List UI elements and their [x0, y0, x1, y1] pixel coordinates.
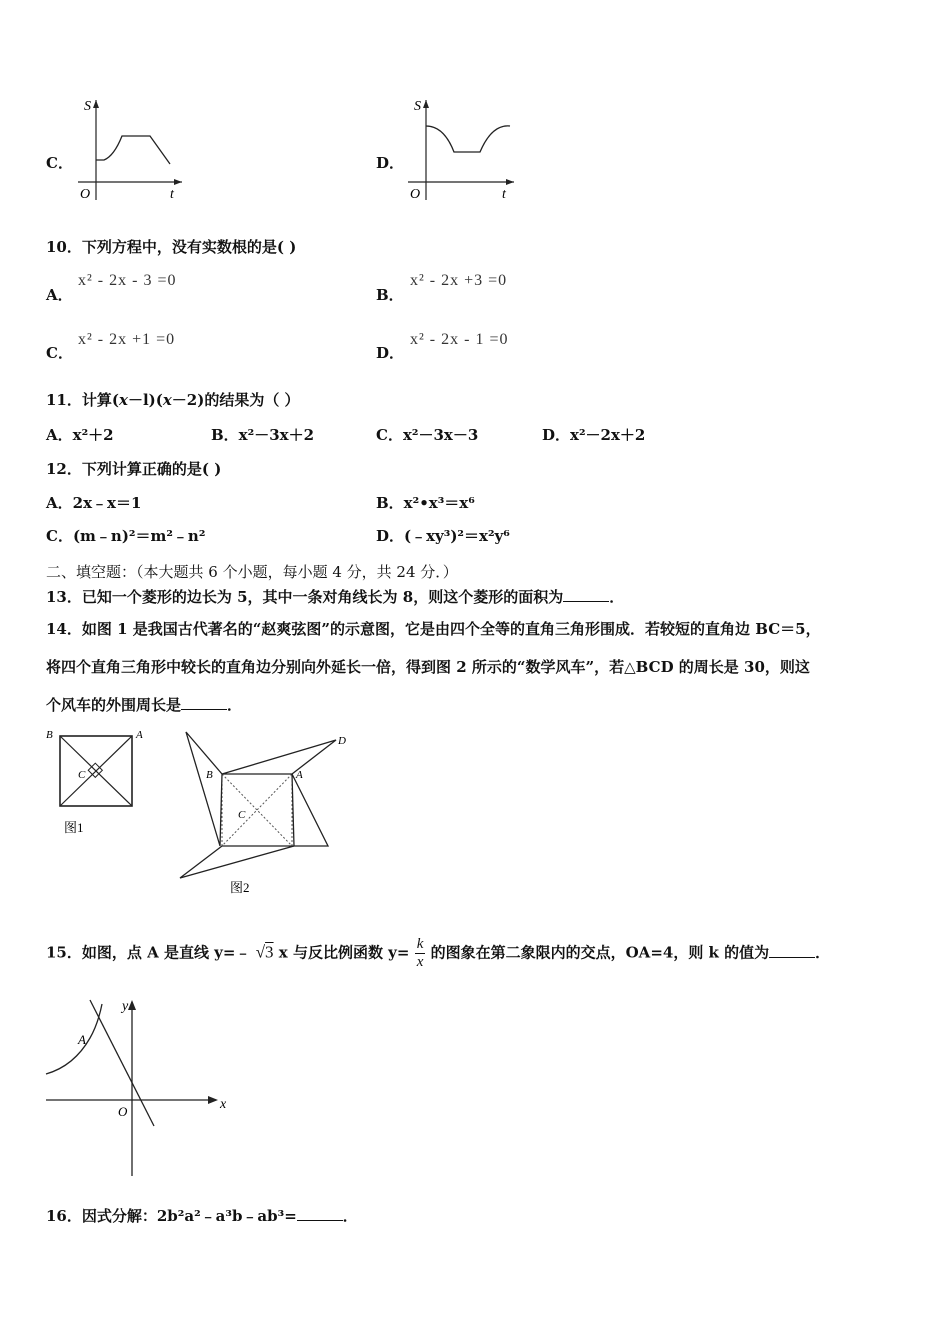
option-c-label[interactable]: C． — [46, 154, 73, 172]
q10-option-b[interactable]: x² - 2x +3 =0 — [410, 272, 508, 289]
answer-blank[interactable] — [181, 695, 227, 710]
svg-text:C: C — [238, 809, 246, 821]
q12-option-c[interactable]: C．(m﹣n)²＝m²﹣n² — [46, 527, 206, 545]
q10-option-c-label[interactable]: C． — [46, 344, 73, 362]
answer-blank[interactable] — [769, 943, 815, 958]
figure-1-zhao-shuang-diagram — [44, 726, 144, 838]
svg-text:A: A — [78, 1032, 86, 1047]
q11-option-c[interactable]: C．x²－3x－3 — [376, 426, 479, 444]
axis-s-label: S — [84, 99, 91, 114]
section-heading: 二、填空题：（本大题共 6 个小题，每小题 4 分，共 24 分．） — [46, 563, 458, 581]
graph-option-c — [70, 96, 188, 206]
q10-option-d[interactable]: x² - 2x - 1 =0 — [410, 331, 509, 348]
q16-text: 16．因式分解：2b²a²﹣a³b﹣ab³= ． — [46, 1207, 358, 1225]
q12-stem: 12．下列计算正确的是( ) — [46, 460, 222, 478]
svg-text:S: S — [414, 99, 421, 114]
q14-text: 14．如图 1 是我国古代著名的“赵爽弦图”的示意图，它是由四个全等的直角三角形围成．若较短的直角边 BC＝5， 将四个直角三角形中较长的直角边分别向外延长一倍，得到图 2 所示的“数学风车”，若△BCD 的周长是 30，则这 个风车的外围周长是 ． — [46, 620, 821, 714]
q11-option-b[interactable]: B．x²－3x＋2 — [211, 426, 315, 444]
graph-option-d — [400, 96, 520, 206]
q11-option-a[interactable]: A．x²＋2 — [46, 426, 114, 444]
figure-q15-coordinate-plane — [44, 996, 244, 1178]
svg-text:y: y — [122, 999, 129, 1014]
svg-text:D: D — [338, 735, 346, 747]
q12-option-a[interactable]: A．2x﹣x＝1 — [46, 494, 142, 512]
q10-option-a-label[interactable]: A． — [46, 286, 73, 304]
q13-text: 13．已知一个菱形的边长为 5，其中一条对角线长为 8，则这个菱形的面积为 ． — [46, 588, 625, 606]
figure-2-windmill — [172, 728, 352, 898]
svg-text:C: C — [78, 769, 86, 781]
figure-2-caption: 图2 — [230, 880, 250, 895]
q11-option-d[interactable]: D．x²－2x＋2 — [542, 426, 646, 444]
q12-option-d[interactable]: D．(﹣xy³)²＝x²y⁶ — [376, 527, 510, 545]
q11-stem: 11．计算(x－l)(x－2)的结果为（ ） — [46, 391, 300, 409]
q10-option-c[interactable]: x² - 2x +1 =0 — [78, 331, 176, 348]
svg-text:O: O — [410, 187, 421, 202]
q10-option-b-label[interactable]: B． — [376, 286, 404, 304]
q10-stem: 10．下列方程中，没有实数根的是( ) — [46, 238, 297, 256]
svg-text:O: O — [118, 1104, 128, 1119]
answer-blank[interactable] — [563, 587, 609, 602]
q15-text: 15．如图，点 A 是直线 y=﹣ √3 x 与反比例函数 y= $\frac{k}{x}$ 的图象在第二象限内的交点，OA=4，则 k 的值为 ． — [46, 936, 831, 970]
svg-text:A: A — [136, 729, 143, 741]
axis-t-label: t — [170, 187, 174, 202]
svg-text:t: t — [502, 187, 506, 202]
svg-text:B: B — [46, 729, 53, 741]
svg-text:x: x — [220, 1097, 227, 1112]
origin-label: O — [80, 187, 91, 202]
svg-text:A: A — [296, 769, 303, 781]
q10-option-d-label[interactable]: D． — [376, 344, 405, 362]
option-d-label[interactable]: D． — [376, 154, 405, 172]
q10-option-a[interactable]: x² - 2x - 3 =0 — [78, 272, 177, 289]
q12-option-b[interactable]: B．x²•x³＝x⁶ — [376, 494, 475, 512]
figure-1-caption: 图1 — [64, 820, 84, 835]
svg-text:B: B — [206, 769, 213, 781]
answer-blank[interactable] — [297, 1206, 343, 1221]
